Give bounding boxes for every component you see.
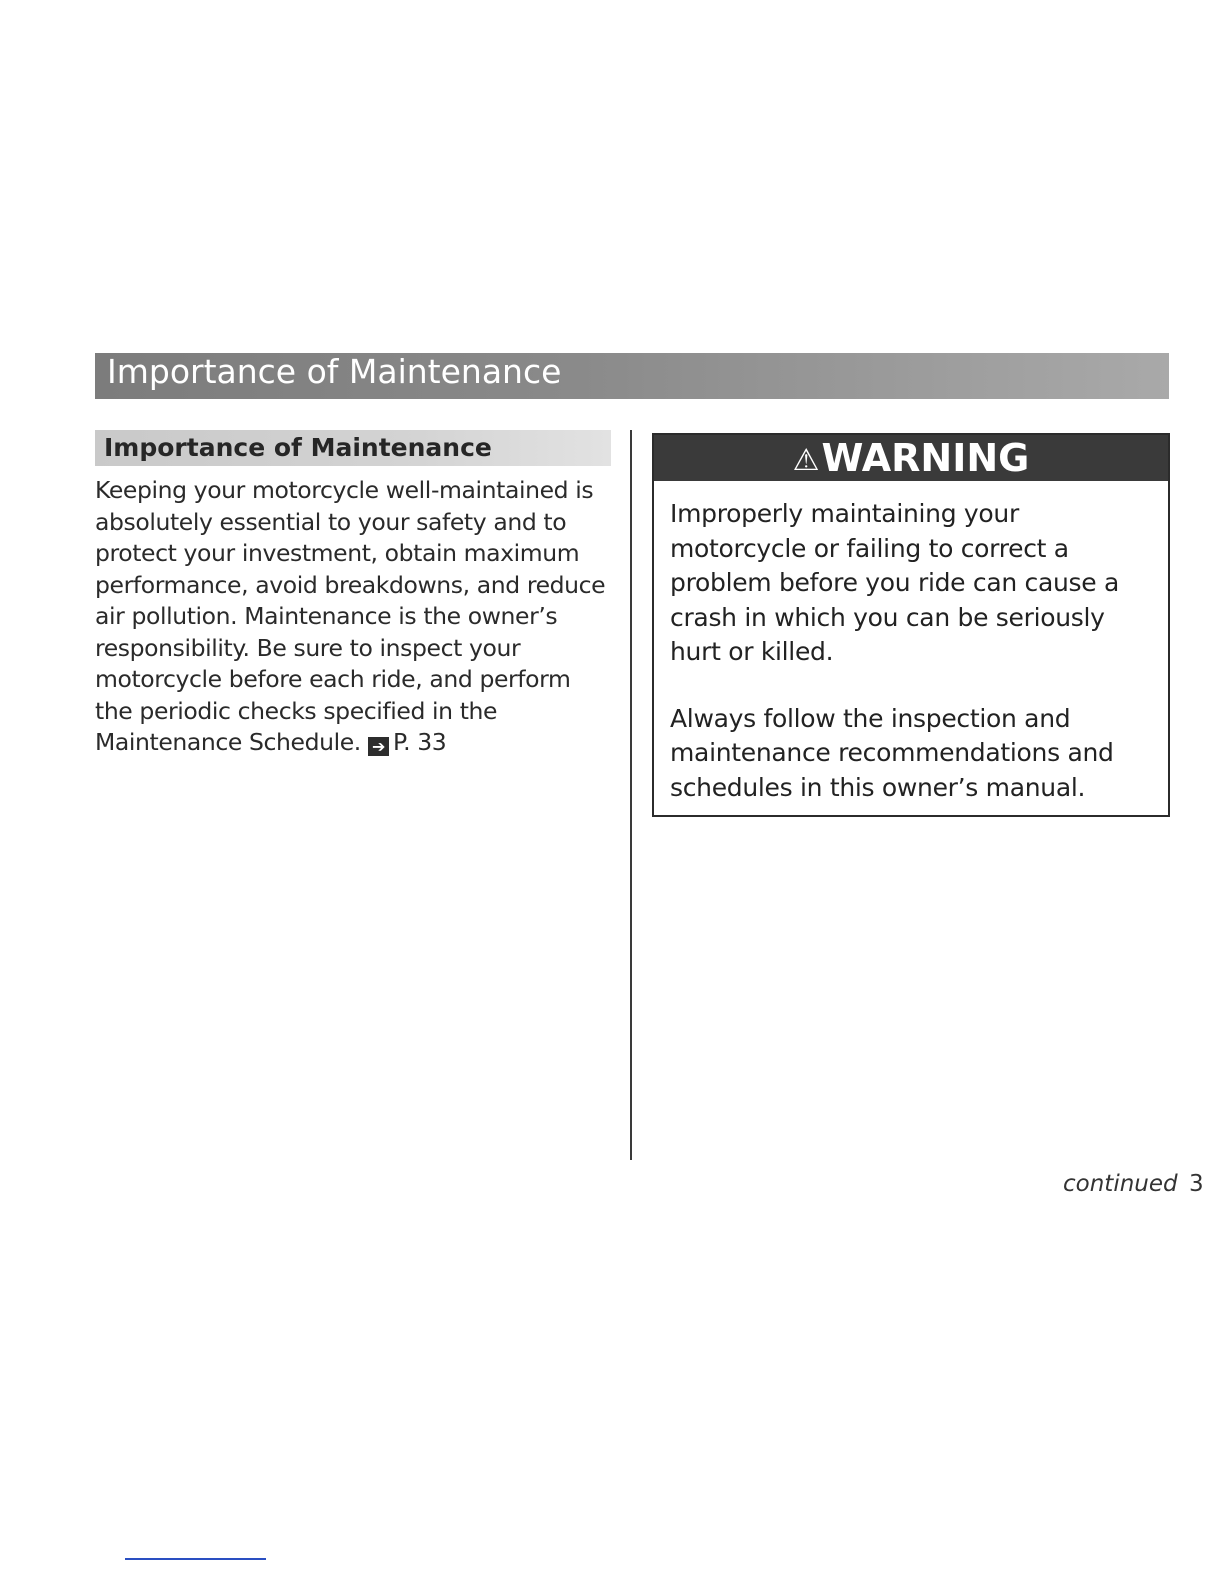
warning-box (652, 433, 1170, 817)
warning-triangle-icon: ⚠ (792, 443, 820, 478)
page-banner-title: Importance of Maintenance (95, 353, 1169, 399)
column-divider (630, 430, 632, 1160)
section-body-text: Keeping your motorcycle well-maintained is absolutely essential to your safety and to protect your investment, obtain maximum performance, avoid breakdowns, and reduce air pollution. Maintenance is the owner’s responsibility. Be sure to inspect your motorcycle before each ride, and perform the periodic checks specified in the Maintenance Schedule. (95, 476, 606, 756)
continued-label: continued (1063, 1171, 1178, 1197)
warning-paragraph-1: Improperly maintaining your motorcycle or failing to correct a problem before you ride can cause a crash in which you can be seriously hurt or killed. (670, 499, 1120, 666)
page-reference-link[interactable]: P. 33 (392, 728, 447, 756)
warning-label: WARNING (821, 436, 1030, 480)
left-column (95, 430, 611, 759)
section-heading: Importance of Maintenance (95, 430, 611, 466)
warning-paragraph-2: Always follow the inspection and maintenance recommendations and schedules in this owner’s manual. (670, 703, 1114, 802)
warning-header (654, 435, 1168, 481)
section-body (95, 475, 611, 759)
page-number: 3 (1189, 1171, 1204, 1197)
arrow-reference-icon: ➔ (368, 737, 389, 756)
bottom-rule (125, 1558, 266, 1560)
